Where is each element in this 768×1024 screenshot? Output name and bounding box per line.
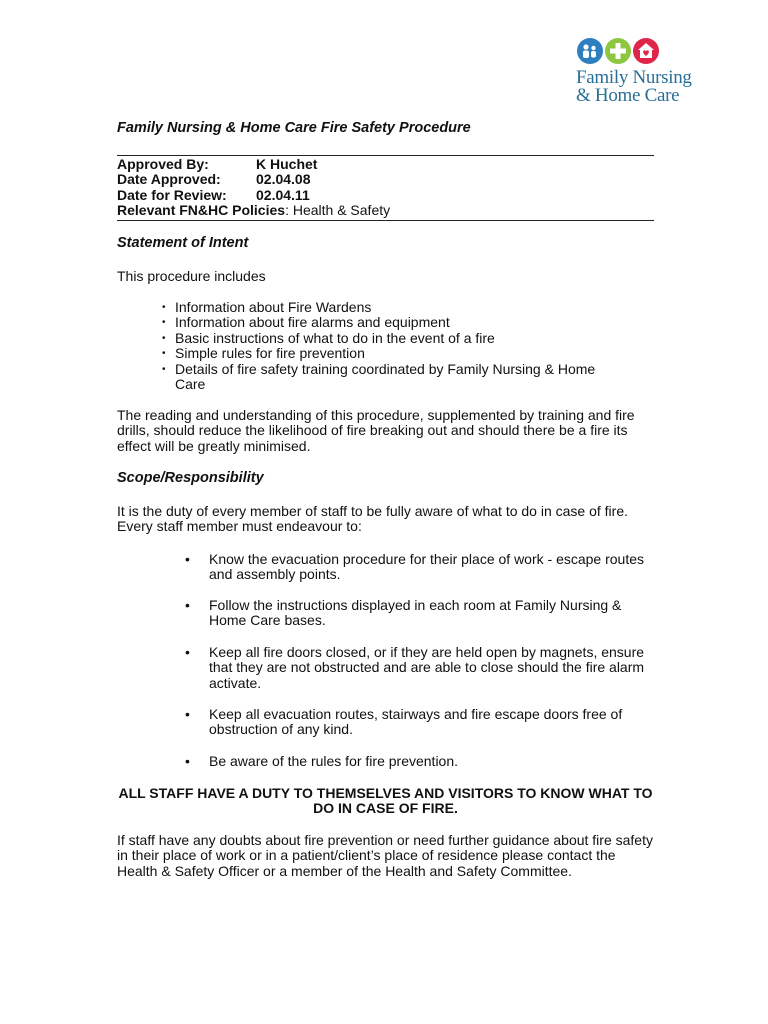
list-item: • Know the evacuation procedure for their place of work - escape routes and assembly points.: [185, 552, 655, 598]
meta-value: 02.04.11: [256, 186, 310, 203]
meta-value: : Health & Safety: [285, 202, 391, 219]
meta-date-review: [117, 188, 654, 203]
list-item: • Be aware of the rules for fire prevention.: [185, 754, 655, 769]
nursing-cross-icon: [605, 38, 631, 64]
home-heart-icon: [633, 38, 659, 64]
meta-value: 02.04.08: [256, 171, 311, 188]
intent-intro: This procedure includes: [117, 268, 266, 284]
fire-duty-notice: ALL STAFF HAVE A DUTY TO THEMSELVES AND VISITORS TO KNOW WHAT TO DO IN CASE OF FIRE.: [118, 785, 653, 817]
intent-list: [162, 300, 622, 392]
list-item: • Details of fire safety training coordinated by Family Nursing & Home Care: [162, 362, 622, 393]
list-item: • Follow the instructions displayed in each room at Family Nursing & Home Care bases.: [185, 598, 655, 645]
logo-icons: [577, 38, 736, 64]
list-item: • Information about fire alarms and equipment: [162, 315, 622, 330]
approval-metadata: [117, 155, 654, 221]
section-heading-intent: Statement of Intent: [117, 235, 249, 251]
closing-paragraph: If staff have any doubts about fire prevention or need further guidance about fire safety in their place of work or in a patient/client’s place of residence please contact the Health & Safety Officer or a member of the Health and Safety Committee.: [117, 832, 653, 879]
scope-list: [185, 552, 655, 769]
logo-line-2: & Home Care: [576, 85, 680, 106]
meta-label: Date for Review:: [117, 186, 227, 203]
family-icon: [577, 38, 603, 64]
section-heading-scope: Scope/Responsibility: [117, 470, 264, 486]
scope-intro: It is the duty of every member of staff to be fully aware of what to do in case of fire. Every staff member must endeavour to:: [117, 503, 628, 535]
logo-wordmark: [576, 69, 736, 105]
meta-label: Approved By:: [117, 156, 209, 172]
meta-label: Relevant FN&HC Policies: [117, 202, 286, 219]
meta-value: K Huchet: [256, 156, 318, 172]
meta-date-approved: [117, 172, 654, 187]
company-logo: [576, 38, 736, 105]
logo-line-1: Family Nursing: [576, 67, 692, 88]
list-item: • Simple rules for fire prevention: [162, 346, 622, 361]
meta-label: Date Approved:: [117, 171, 221, 188]
document-title: Family Nursing & Home Care Fire Safety Procedure: [117, 120, 471, 136]
meta-approved-by: [117, 157, 654, 172]
list-item: • Keep all evacuation routes, stairways and fire escape doors free of obstruction of any kind.: [185, 707, 655, 754]
list-item: • Keep all fire doors closed, or if they are held open by magnets, ensure that they are not obstructed and are able to close should the fire alarm activate.: [185, 645, 655, 707]
intent-paragraph: The reading and understanding of this procedure, supplemented by training and fire drills, should reduce the likelihood of fire breaking out and should there be a fire its effect will be greatly minimised.: [117, 407, 635, 454]
list-item: • Information about Fire Wardens: [162, 300, 622, 315]
meta-policies: [117, 203, 654, 218]
list-item: • Basic instructions of what to do in the event of a fire: [162, 331, 622, 346]
